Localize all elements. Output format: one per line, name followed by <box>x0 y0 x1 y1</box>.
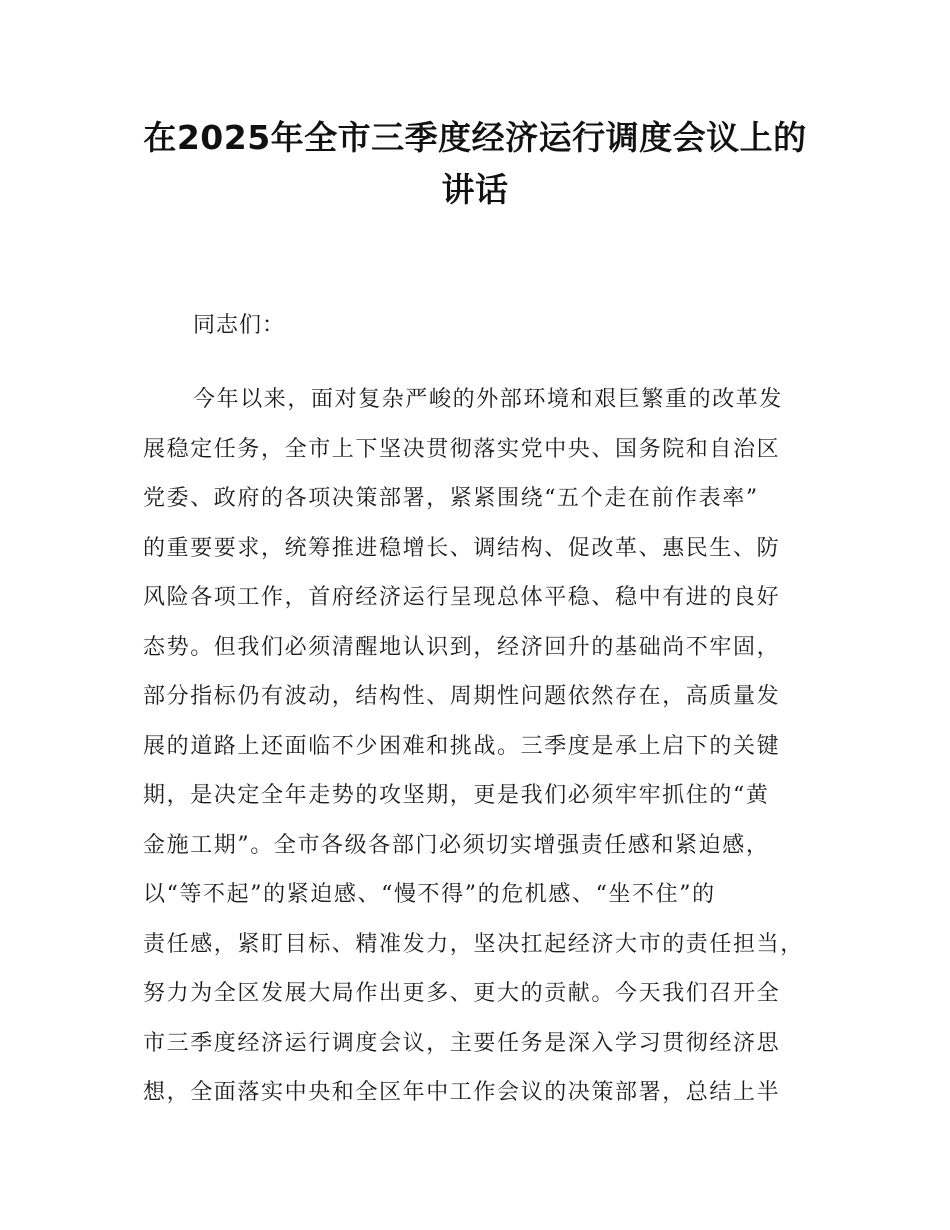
paragraph-line: 市三季度经济运行调度会议，主要任务是深入学习贯彻经济思 <box>143 1030 781 1056</box>
paragraph-line: 今年以来，面对复杂严峻的外部环境和艰巨繁重的改革发 <box>193 387 784 412</box>
title-line: 讲话 <box>441 170 509 209</box>
document-title <box>120 112 830 216</box>
paragraph-line: 态势。但我们必须清醒地认识到，经济回升的基础尚不牢固， <box>143 634 781 660</box>
paragraph-line: 金施工期”。全市各级各部门必须切实增强责任感和紧迫感， <box>143 832 770 858</box>
paragraph-line: 想，全面落实中央和全区年中工作会议的决策部署，总结上半 <box>143 1080 781 1105</box>
paragraph-line: 的重要要求，统筹推进稳增长、调结构、促改革、惠民生、防 <box>143 535 781 561</box>
greeting: 同志们： <box>193 313 286 338</box>
document-body <box>143 306 823 1118</box>
paragraph-line: 风险各项工作，首府经济运行呈现总体平稳、稳中有进的良好 <box>143 585 781 610</box>
paragraph-line: 以“等不起”的紧迫感、“慢不得”的危机感、“坐不住”的 <box>143 882 716 907</box>
paragraph-line: 展的道路上还面临不少困难和挑战。三季度是承上启下的关键 <box>143 733 781 759</box>
paragraph <box>143 375 823 1118</box>
paragraph-line: 期，是决定全年走势的攻坚期，更是我们必须牢牢抓住的“黄 <box>143 783 770 808</box>
paragraph-line: 部分指标仍有波动，结构性、周期性问题依然存在，高质量发 <box>143 684 781 709</box>
paragraph-line: 党委、政府的各项决策部署，紧紧围绕“五个走在前作表率” <box>143 486 759 511</box>
paragraph-line: 努力为全区发展大局作出更多、更大的贡献。今天我们召开全 <box>143 981 781 1006</box>
paragraph-line: 展稳定任务，全市上下坚决贯彻落实党中央、国务院和自治区 <box>143 436 781 462</box>
title-line: 在2025年全市三季度经济运行调度会议上的 <box>143 118 807 157</box>
paragraph-line: 责任感，紧盯目标、精准发力，坚决扛起经济大市的责任担当， <box>143 931 804 957</box>
